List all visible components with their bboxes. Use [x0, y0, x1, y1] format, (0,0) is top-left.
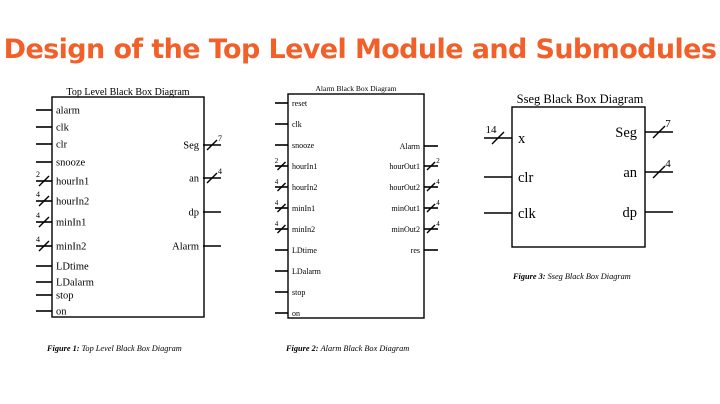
input-port	[275, 288, 305, 297]
output-label: hourOut2	[389, 182, 420, 192]
input-label: hourIn1	[56, 176, 90, 188]
input-label: clr	[518, 170, 534, 187]
input-label: x	[518, 131, 526, 148]
bus-width: 4	[436, 199, 440, 207]
input-port	[36, 123, 70, 134]
output-label: hourOut1	[389, 161, 420, 171]
input-label: minIn1	[292, 203, 316, 213]
caption-text: Sseg Black Box Diagram	[547, 272, 631, 281]
caption-label: Figure 1:	[47, 344, 82, 353]
bus-width: 4	[36, 190, 40, 199]
input-port	[275, 99, 308, 108]
input-port	[36, 262, 89, 273]
sseg-block-title: Sseg Black Box Diagram	[516, 92, 644, 106]
output-port	[400, 142, 438, 151]
output-label: minOut1	[391, 203, 420, 213]
input-label: alarm	[56, 105, 80, 117]
output-port	[189, 208, 222, 219]
input-label: LDtime	[56, 261, 89, 273]
output-label: dp	[188, 207, 199, 219]
input-label: minIn2	[292, 224, 316, 234]
input-port	[36, 190, 89, 208]
output-label: Alarm	[399, 141, 420, 151]
bus-width: 4	[274, 178, 279, 186]
bus-width: 4	[436, 178, 440, 186]
input-label: snooze	[56, 157, 86, 169]
input-label: LDalarm	[56, 277, 94, 289]
output-port	[172, 242, 221, 253]
bus-width: 14	[485, 124, 497, 136]
input-label: clk	[292, 119, 302, 129]
input-label: snooze	[292, 140, 315, 150]
input-port	[36, 235, 86, 253]
input-port	[275, 141, 315, 150]
input-port	[484, 206, 536, 222]
input-label: LDtime	[292, 245, 317, 255]
output-label: Seg	[615, 125, 637, 142]
caption-label: Figure 3:	[513, 272, 548, 281]
output-label: Alarm	[172, 241, 199, 253]
output-label: minOut2	[391, 224, 420, 234]
input-label: hourIn2	[292, 182, 318, 192]
bus-width: 4	[665, 158, 671, 170]
input-label: minIn1	[56, 217, 87, 229]
input-label: on	[292, 308, 300, 318]
input-port	[275, 199, 315, 213]
bus-width: 4	[36, 235, 40, 244]
alarm-black-box	[275, 84, 441, 353]
input-port	[36, 211, 86, 229]
page-title: Design of the Top Level Module and Submodules	[3, 34, 717, 65]
input-port	[275, 178, 318, 192]
input-port	[36, 278, 94, 289]
output-port	[615, 118, 673, 141]
top-block-title: Top Level Black Box Diagram	[66, 87, 190, 98]
input-label: stop	[56, 290, 74, 302]
caption-text: Alarm Black Box Diagram	[320, 344, 410, 353]
bus-width: 7	[218, 134, 222, 143]
input-port	[275, 267, 322, 276]
output-port	[389, 178, 440, 192]
caption-label: Figure 2:	[286, 344, 321, 353]
input-label: hourIn2	[56, 196, 90, 208]
alarm-caption	[285, 344, 409, 353]
bus-width: 4	[436, 220, 440, 228]
input-port	[36, 291, 74, 302]
output-label: an	[623, 165, 637, 182]
output-port	[392, 199, 441, 213]
input-label: clk	[518, 206, 536, 223]
sseg-black-box	[484, 92, 673, 281]
output-port	[392, 220, 441, 234]
bus-width: 7	[665, 118, 671, 130]
input-label: reset	[292, 98, 308, 108]
top-black-box	[36, 87, 222, 353]
input-label: clk	[56, 122, 69, 134]
output-port	[389, 157, 440, 171]
sseg-caption	[512, 272, 631, 281]
input-port	[36, 158, 85, 169]
bus-width: 2	[36, 170, 40, 179]
caption-text: Top Level Black Box Diagram	[81, 344, 182, 353]
output-label: dp	[622, 205, 637, 222]
input-port	[275, 246, 317, 255]
input-label: LDalarm	[292, 266, 321, 276]
bus-width: 2	[436, 157, 440, 165]
input-label: clr	[56, 139, 68, 151]
input-label: hourIn1	[292, 161, 318, 171]
input-port	[36, 170, 89, 188]
input-port	[484, 124, 526, 147]
input-port	[275, 157, 318, 171]
alarm-block-title: Alarm Black Box Diagram	[315, 84, 397, 93]
input-port	[275, 220, 315, 234]
bus-width: 4	[274, 199, 279, 207]
output-port	[623, 158, 673, 181]
input-label: minIn2	[56, 241, 87, 253]
bus-width: 4	[274, 220, 279, 228]
bus-width: 2	[274, 157, 279, 165]
input-port	[484, 170, 533, 186]
output-port	[623, 205, 674, 221]
input-port	[36, 106, 80, 117]
output-port	[189, 167, 222, 185]
input-label: on	[56, 306, 67, 318]
output-label: Seg	[183, 140, 199, 152]
bus-width: 4	[218, 167, 222, 176]
output-label: an	[189, 173, 199, 185]
top-caption	[46, 344, 182, 353]
output-port	[183, 134, 222, 152]
input-label: stop	[292, 287, 306, 297]
output-label: res	[410, 245, 420, 255]
bus-width: 4	[36, 211, 40, 220]
